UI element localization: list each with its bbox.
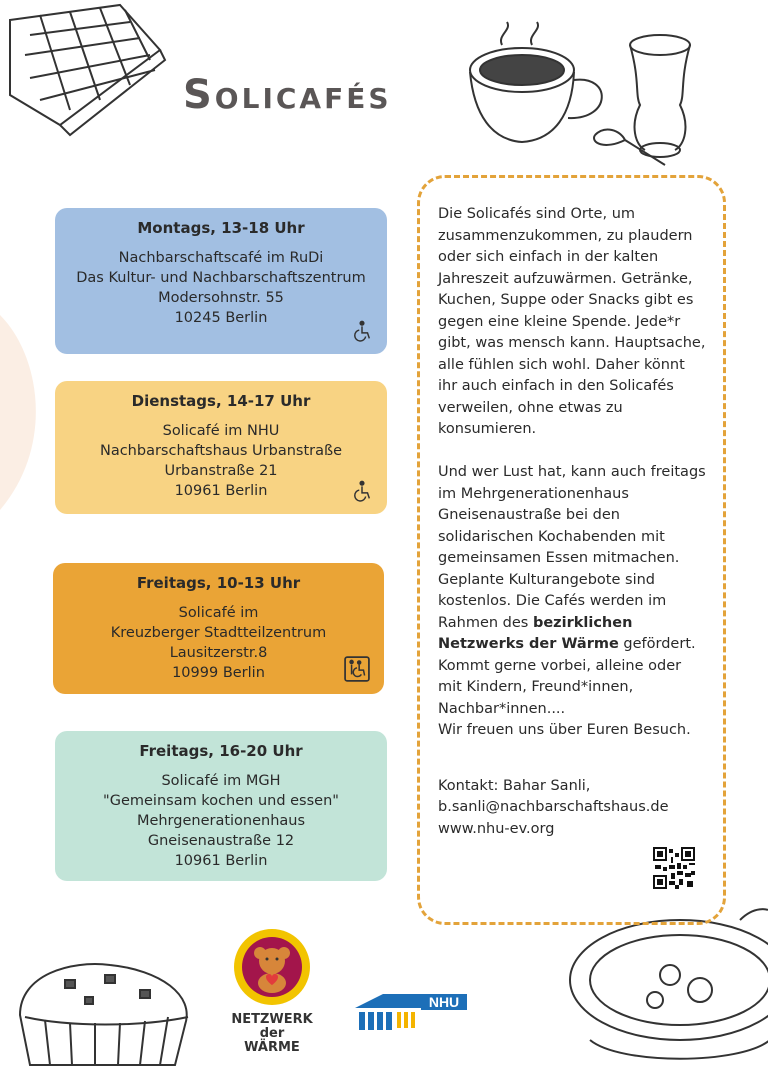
card-line: Nachbarschaftscafé im RuDi	[118, 250, 324, 266]
contact-website[interactable]: www.nhu-ev.org	[438, 820, 555, 837]
netzwerk-logo-line1: NETZWERK	[231, 1012, 313, 1027]
card-line: Lausitzerstr.8	[169, 645, 268, 661]
schedule-card-tuesday	[55, 381, 387, 514]
muffin-sketch	[10, 955, 200, 1069]
beige-shape	[0, 315, 50, 510]
schedule-card-monday	[55, 208, 387, 354]
card-line: Solicafé im	[178, 605, 259, 621]
accessible-toilet-icon	[344, 656, 370, 682]
qr-code-icon[interactable]	[653, 847, 695, 889]
info-paragraph: Wir freuen uns über Euren Besuch.	[438, 722, 691, 738]
card-line: Kreuzberger Stadtteilzentrum	[110, 625, 327, 641]
waffle-sketch	[0, 0, 170, 140]
info-paragraph	[438, 462, 707, 656]
card-line: Mehrgenerationenhaus	[136, 813, 306, 829]
schedule-card-friday-evening	[55, 731, 387, 881]
info-paragraph: Die Solicafés sind Orte, um zusammenzukommen, zu plaudern oder sich einfach in der kalten Jahreszeit aufzuwärmen. Getränke, Kuchen, Suppe oder Snacks gibt es gegen eine kleine Spende. Jede*r gibt, was mensch kann. Hauptsache, alle fühlen sich wohl. Daher könnt ihr auch einfach in den Solicafés verweilen, ohne etwas zu konsumieren.	[438, 206, 706, 437]
netzwerk-logo	[230, 925, 314, 1055]
contact-name: Kontakt: Bahar Sanli,	[438, 777, 591, 794]
info-text: Und wer Lust hat, kann auch freitags im Mehrgenerationenhaus Gneisenaustraße bei den solidarischen Kochabenden mit gemeinsamen Essen mitmachen. Geplante Kulturangebote sind kostenlos. Die Cafés werden im Rahmen des	[438, 464, 706, 631]
wheelchair-icon	[351, 320, 373, 342]
card-line: "Gemeinsam kochen und essen"	[103, 793, 339, 809]
nhu-logo	[353, 992, 469, 1034]
contact-email[interactable]: b.sanli@nachbarschaftshaus.de	[438, 799, 669, 815]
card-line: 10245 Berlin	[174, 310, 268, 326]
page-title: Solicafés	[183, 72, 392, 118]
info-box	[417, 175, 726, 925]
info-text: gefördert.	[618, 636, 696, 652]
contact-block	[438, 776, 707, 841]
info-paragraph: Kommt gerne vorbei, alleine oder mit Kindern, Freund*innen, Nachbar*innen....	[438, 657, 682, 717]
card-heading: Montags, 13-18 Uhr	[137, 219, 305, 237]
card-line: Solicafé im MGH	[161, 773, 281, 789]
tea-glass-sketch	[585, 25, 705, 185]
card-heading: Freitags, 16-20 Uhr	[139, 742, 303, 760]
card-heading: Freitags, 10-13 Uhr	[136, 574, 301, 592]
card-line: 10961 Berlin	[174, 853, 268, 869]
info-bold-text: bezirklichen Netzwerks der Wärme	[438, 614, 633, 652]
soup-pot-sketch	[560, 900, 768, 1069]
card-line: Modersohnstr. 55	[158, 290, 284, 306]
card-line: Solicafé im NHU	[162, 423, 280, 439]
card-line: Nachbarschaftshaus Urbanstraße	[99, 443, 343, 459]
card-line: Das Kultur- und Nachbarschaftszentrum	[76, 270, 366, 286]
card-line: Gneisenaustraße 12	[147, 833, 295, 849]
schedule-card-friday-morning	[53, 563, 384, 694]
card-line: 10999 Berlin	[172, 665, 265, 681]
bear-heart-icon	[230, 925, 314, 1009]
wheelchair-icon	[351, 480, 373, 502]
card-line: 10961 Berlin	[174, 483, 268, 499]
netzwerk-logo-line2: der WÄRME	[244, 1026, 300, 1055]
card-line: Urbanstraße 21	[164, 463, 278, 479]
nhu-logo-text: NHU	[428, 994, 460, 1010]
card-heading: Dienstags, 14-17 Uhr	[131, 392, 311, 410]
